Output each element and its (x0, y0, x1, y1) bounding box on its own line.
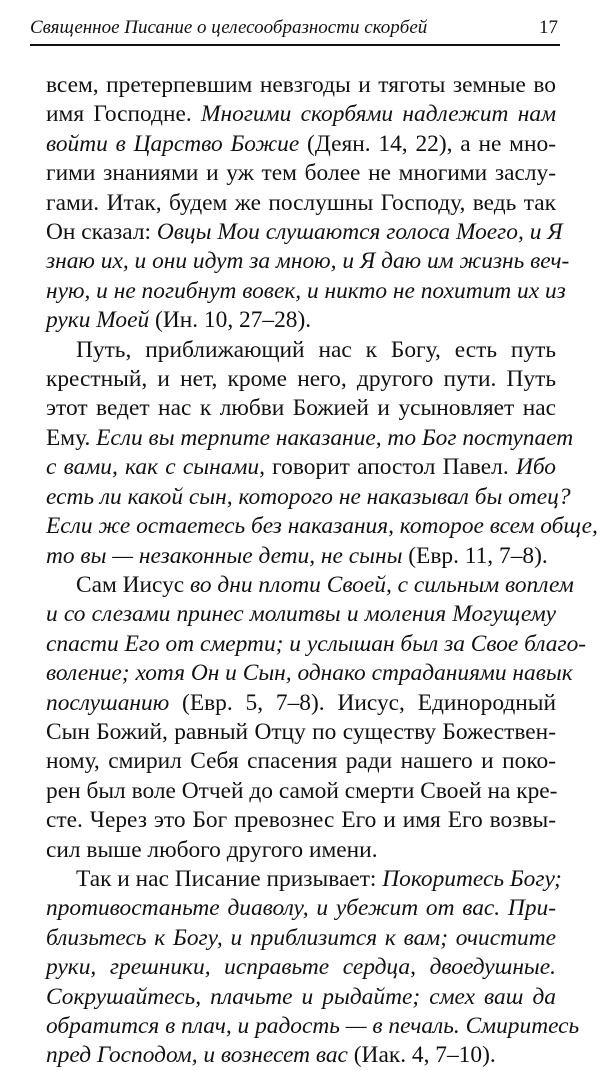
text-segment: Сын Божий, равный Отцу по существу Божествен- (46, 718, 556, 745)
text-line (46, 865, 562, 894)
text-segment: имя Господне. (46, 101, 202, 128)
text-segment: гими знаниями и уж тем более не многими заслу- (46, 160, 556, 187)
scripture-quote-text: противостаньте диаволу, и убежит от вас. При- (46, 895, 556, 922)
text-segment: этот ведет нас к любви Божией и усыновляет нас (46, 395, 556, 422)
scripture-quote-text: руки, грешники, исправьте сердца, двоедушные. (46, 954, 556, 981)
scripture-quote-text: Овцы Мои слушаются голоса Моего, и Я (156, 219, 563, 246)
scripture-quote-text: спасти Его от смерти; и услышан был за Свое благо- (46, 630, 587, 657)
text-line (46, 365, 556, 394)
text-line (46, 71, 556, 100)
text-segment: ному, смирил Себя спасения ради нашего и поко- (46, 748, 556, 775)
text-segment: Так и нас Писание призывает: (76, 865, 383, 892)
scripture-quote-text: Если же остаетесь без наказания, которое всем обще, (46, 513, 598, 540)
text-segment: Он сказал: (46, 219, 157, 246)
text-line (46, 542, 556, 571)
text-segment: (Ин. 10, 27–28). (149, 307, 312, 334)
scripture-quote-text: послушанию (46, 689, 170, 716)
scripture-quote-text: Покоритесь Богу; (382, 865, 562, 892)
text-line (46, 953, 556, 982)
header-divider (30, 44, 560, 46)
text-segment: (Евр. 11, 7–8). (402, 542, 548, 569)
text-segment: (Деян. 14, 22), а не мно- (299, 130, 556, 157)
text-line (46, 218, 563, 247)
scripture-quote-text: пред Господом, и вознесет вас (46, 1042, 348, 1069)
text-line (46, 247, 570, 276)
text-line (46, 600, 556, 629)
text-line (46, 983, 556, 1012)
running-title: Священное Писание о целесообразности скорбей (30, 17, 428, 38)
scripture-quote-text: воление; хотя Он и Сын, однако страданиями навык (46, 660, 573, 687)
scripture-quote-text: близьтесь к Богу, и приблизится к вам; очистите (46, 924, 556, 951)
text-line (46, 453, 556, 482)
text-segment: Путь, приближающий нас к Богу, есть путь (76, 336, 556, 363)
text-line (46, 689, 556, 718)
text-segment: сте. Через это Бог превознес Его и имя Его возвы- (46, 807, 556, 834)
text-segment: Ему. (46, 424, 97, 451)
text-segment: (Иак. 4, 7–10). (347, 1042, 496, 1069)
text-segment: гами. Итак, будем же послушны Господу, ведь так (46, 189, 556, 216)
text-line (46, 1041, 556, 1070)
paragraph (46, 71, 570, 336)
text-line (46, 130, 556, 159)
text-line (46, 924, 556, 953)
page-number: 17 (539, 17, 558, 38)
text-line (46, 483, 571, 512)
text-line (46, 659, 573, 688)
text-line (46, 394, 556, 423)
scripture-quote-text: и со слезами принес молитвы и моления Могущему (46, 601, 556, 628)
text-line (46, 1012, 580, 1041)
scripture-quote-text: Многими скорбями надлежит нам (201, 101, 556, 128)
text-line (46, 512, 598, 541)
paragraph (46, 336, 598, 571)
text-line (46, 630, 587, 659)
scripture-quote-text: войти в Царство Божие (46, 130, 300, 157)
text-segment: (Евр. 5, 7–8). Иисус, Единородный (169, 689, 556, 716)
text-segment: рен был воле Отчей до самой смерти Своей на кре- (46, 777, 558, 804)
text-line (46, 894, 556, 923)
scripture-quote-text: руки Моей (46, 307, 150, 334)
scripture-quote-text: во дни плоти Своей, с сильным воплем (190, 571, 574, 598)
text-segment: говорит апостол Павел. (264, 454, 516, 481)
scripture-quote-text: то вы — незаконные дети, не сыны (46, 542, 403, 569)
paragraph (46, 571, 587, 865)
text-line (46, 571, 574, 600)
text-line (46, 159, 556, 188)
scripture-quote-text: Ибо (515, 454, 556, 481)
text-segment: сил выше любого другого имени. (46, 836, 378, 863)
scripture-quote-text: ную, и не погибнут вовек, и никто не похитит их из (46, 277, 566, 304)
text-line (46, 718, 556, 747)
text-line (46, 189, 556, 218)
text-line (46, 777, 556, 806)
text-line (46, 306, 556, 335)
text-line (46, 277, 566, 306)
text-line (46, 806, 556, 835)
text-segment: Сам Иисус (76, 571, 191, 598)
text-segment: всем, претерпевшим невзгоды и тяготы земные во (46, 72, 556, 98)
running-header (30, 17, 558, 43)
text-line (46, 424, 574, 453)
paragraph (46, 865, 580, 1071)
text-segment: крестный, и нет, кроме него, другого пути. Путь (46, 366, 556, 393)
text-line (46, 836, 556, 865)
scripture-quote-text: Если вы терпите наказание, то Бог поступает (96, 424, 574, 451)
scripture-quote-text: обратится в плач, и радость — в печаль. Смиритесь (46, 1013, 580, 1039)
scripture-quote-text: знаю их, и они идут за мною, и Я даю им жизнь веч- (46, 248, 570, 275)
scripture-quote-text: Сокрушайтесь, плачьте и рыдайте; смех ваш да (46, 983, 556, 1010)
text-line (46, 336, 556, 365)
text-line (46, 100, 556, 129)
scripture-quote-text: с вами, как с сынами, (46, 454, 265, 481)
body-text (46, 71, 598, 1071)
text-line (46, 747, 556, 776)
scripture-quote-text: есть ли какой сын, которого не наказывал бы отец? (46, 483, 571, 510)
